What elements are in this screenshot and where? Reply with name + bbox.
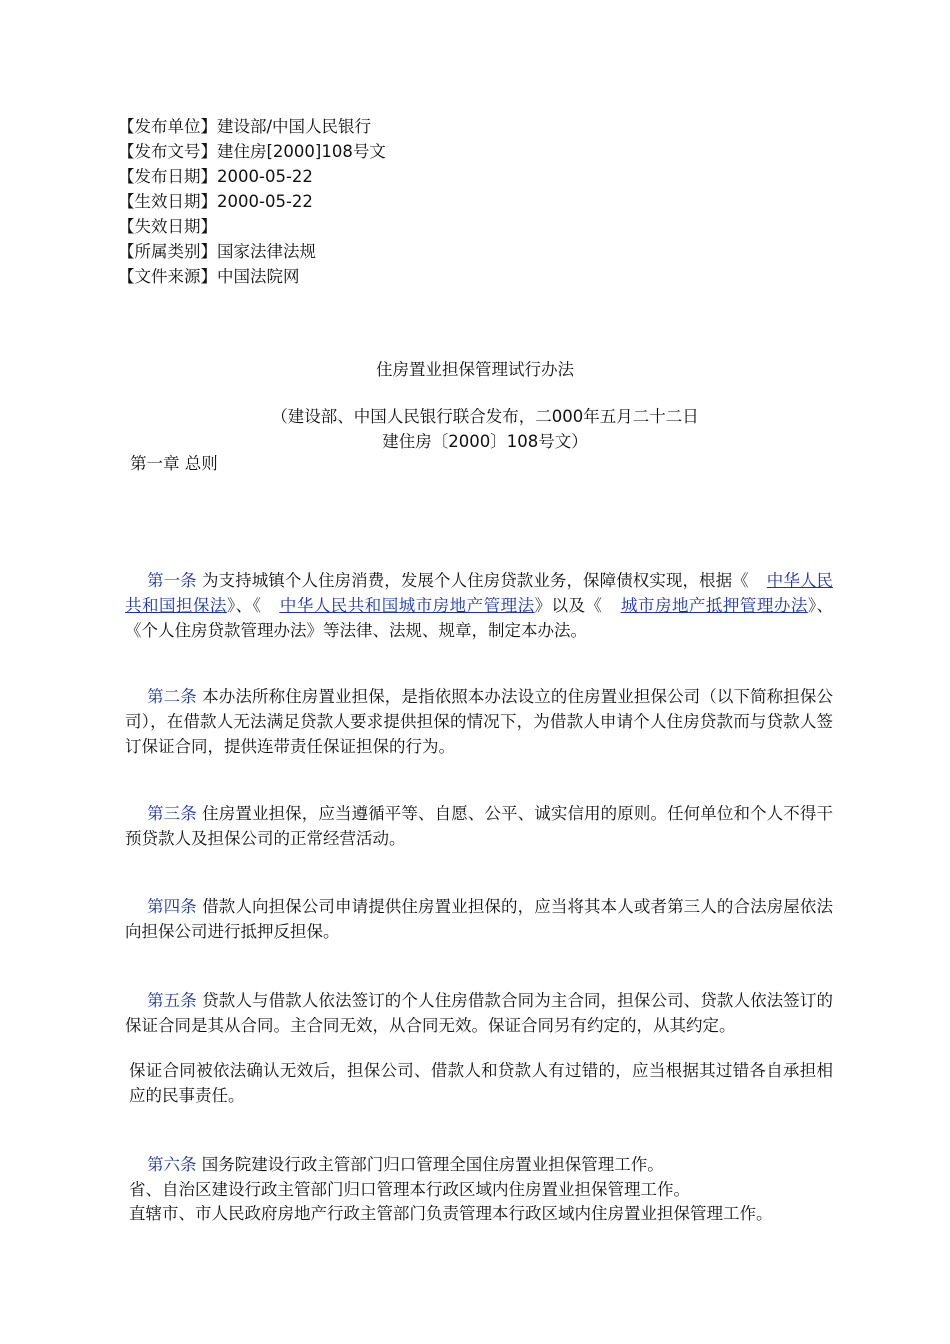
document-subtitle: [0, 404, 950, 454]
article-2-label: 第二条: [147, 687, 197, 706]
article-2: 第二条 本办法所称住房置业担保，是指依照本办法设立的住房置业担保公司（以下简称担保公司），在借款人无法满足贷款人要求提供担保的情况下，为借款人申请个人住房贷款而与贷款人签订保证合同，提供连带责任保证担保的行为。: [125, 687, 833, 756]
link-real-estate-law[interactable]: 中华人民共和国城市房地产管理法: [279, 596, 535, 615]
article-5-label: 第五条: [147, 991, 197, 1010]
meta-row-effective-date: 【生效日期】2000-05-22: [118, 192, 313, 211]
document-title: 住房置业担保管理试行办法: [376, 360, 574, 379]
article-4-label: 第四条: [147, 897, 197, 916]
article-3-label: 第三条: [147, 804, 197, 823]
meta-row-category: 【所属类别】国家法律法规: [118, 242, 316, 261]
article-1-label: 第一条: [147, 571, 197, 590]
article-5: 第五条 贷款人与借款人依法签订的个人住房借款合同为主合同，担保公司、贷款人依法签订的保证合同是其从合同。主合同无效，从合同无效。保证合同另有约定的，从其约定。: [125, 991, 833, 1035]
chapter-heading: 第一章 总则: [130, 454, 218, 473]
article-1: 第一条 为支持城镇个人住房消费，发展个人住房贷款业务，保障债权实现，根据《 中华人民共和国担保法》、《 中华人民共和国城市房地产管理法》以及《 城市房地产抵押管理办法》、《个人住房贷款管理办法》等法律、法规、规章，制定本办法。: [125, 571, 834, 640]
meta-row-source: 【文件来源】中国法院网: [118, 267, 300, 286]
meta-row-issuer: 【发布单位】建设部/中国人民银行: [118, 117, 372, 136]
article-5-paragraph-2: 保证合同被依法确认无效后，担保公司、借款人和贷款人有过错的，应当根据其过错各自承担相应的民事责任。: [129, 1061, 833, 1105]
link-guarantee-law[interactable]: 中华人民共和国担保法: [125, 571, 834, 615]
article-3: 第三条 住房置业担保，应当遵循平等、自愿、公平、诚实信用的原则。任何单位和个人不得干预贷款人及担保公司的正常经营活动。: [125, 804, 833, 848]
article-6-label: 第六条: [147, 1155, 197, 1174]
article-6-paragraph-3: 直辖市、市人民政府房地产行政主管部门负责管理本行政区域内住房置业担保管理工作。: [129, 1204, 773, 1223]
subtitle-line-2: 建住房〔2000〕108号文）: [382, 432, 588, 451]
meta-row-issue-date: 【发布日期】2000-05-22: [118, 167, 313, 186]
meta-row-expiry-date: 【失效日期】: [118, 217, 217, 236]
metadata-block: [118, 114, 386, 289]
meta-row-doc-number: 【发布文号】建住房[2000]108号文: [118, 142, 386, 161]
article-6: 第六条 国务院建设行政主管部门归口管理全国住房置业担保管理工作。: [147, 1155, 664, 1174]
article-4: 第四条 借款人向担保公司申请提供住房置业担保的，应当将其本人或者第三人的合法房屋依法向担保公司进行抵押反担保。: [125, 897, 833, 941]
link-mortgage-measures[interactable]: 城市房地产抵押管理办法: [620, 596, 808, 615]
article-6-paragraph-2: 省、自治区建设行政主管部门归口管理本行政区域内住房置业担保管理工作。: [129, 1180, 690, 1199]
subtitle-line-1: （建设部、中国人民银行联合发布，二000年五月二十二日: [271, 407, 699, 426]
